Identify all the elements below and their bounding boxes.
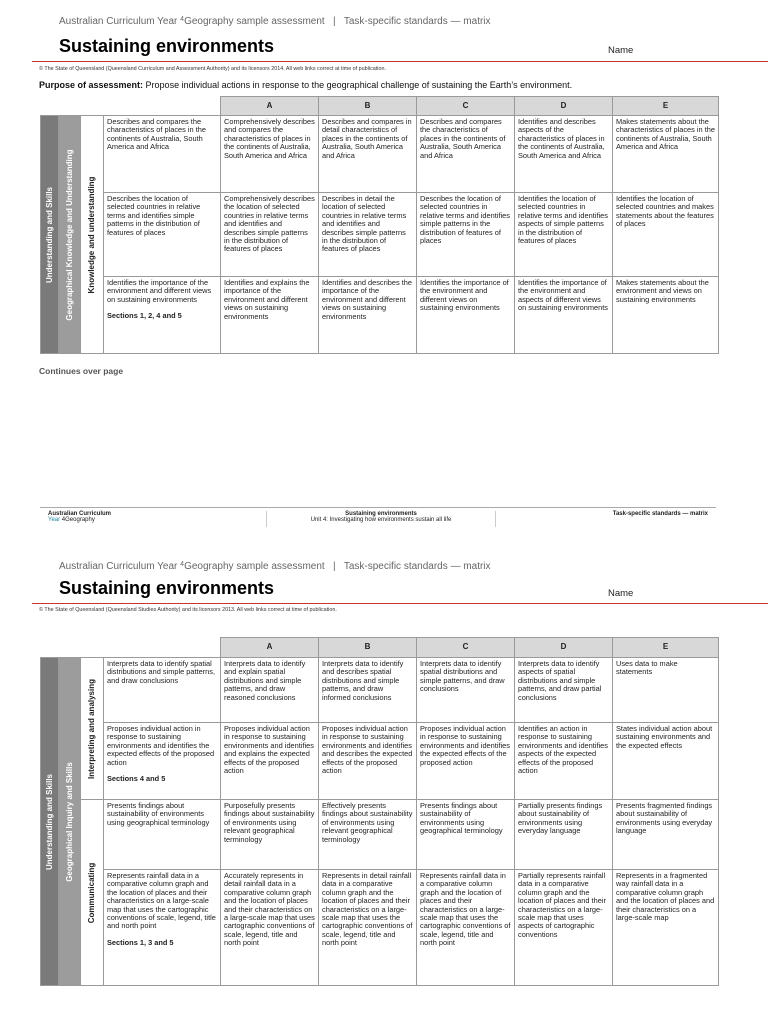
strand-label-cell <box>41 116 59 354</box>
page2-standards-matrix <box>40 637 719 986</box>
page2-header-mid: Geography sample assessment <box>184 561 325 572</box>
sub-strand-label-cell <box>59 658 81 986</box>
sub-strand-label: Geographical Inquiry and Skills <box>64 761 74 882</box>
standard-cell-c: Describes and compares the characteristics of places in the continents of Australia, South America and Africa <box>417 116 515 193</box>
column-header-e: E <box>613 97 719 116</box>
standard-cell-c: Presents findings about sustainability of environments using geographical terminology <box>417 800 515 870</box>
standard-cell-b: Represents in detail rainfall data in a comparative column graph and the location of places and their characteristics on a large-scale map that uses the cartographic conventions of scale, legend, title and north point <box>319 870 417 986</box>
page1-title-rule <box>32 61 768 62</box>
standard-cell-e: States individual action about sustaining environments and the expected effects <box>613 723 719 800</box>
page2-name-label: Name <box>608 588 634 599</box>
standard-cell-d: Identifies an action in response to sustaining environments and identifies aspects of the expected effects of the proposed action <box>515 723 613 800</box>
footer-middle <box>266 511 496 527</box>
table-row <box>41 723 719 800</box>
footer-unit-text: Investigating how environments sustain all life <box>329 517 452 523</box>
descriptor-cell: Describes the location of selected countries in relative terms and identifies simple patterns in the distribution of features of places <box>104 193 221 277</box>
purpose-text: Propose individual actions in response to the geographical challenge of sustaining the Earth’s environment. <box>143 80 573 90</box>
footer-year-label: Year <box>48 517 61 523</box>
standard-cell-c: Represents rainfall data in a comparative column graph and the location of places and their characteristics on a large-scale map that uses the cartographic conventions of scale, legend, title and north point <box>417 870 515 986</box>
standard-cell-a: Identifies and explains the importance of the environment and different views on sustaining environments <box>221 277 319 354</box>
standard-cell-b: Describes and compares in detail characteristics of places in the continents of Australia, South America and Africa <box>319 116 417 193</box>
column-header-d: D <box>515 97 613 116</box>
page1-header-separator: | <box>333 16 336 27</box>
standard-cell-d: Identifies the location of selected countries in relative terms and identifies aspects of simple patterns in the distribution of features of places <box>515 193 613 277</box>
standard-cell-b: Identifies and describes the importance of the environment and different views on sustaining environments <box>319 277 417 354</box>
descriptor-cell <box>104 277 221 354</box>
standard-cell-c: Interprets data to identify spatial distributions and simple patterns, and draw conclusions <box>417 658 515 723</box>
matrix-corner <box>41 97 221 116</box>
standard-cell-a: Comprehensively describes the location of selected countries in relative terms and identifies and describes simple patterns in the distribution of features of places <box>221 193 319 277</box>
footer-right <box>613 511 708 517</box>
column-header-a: A <box>221 638 319 658</box>
descriptor-text: Identifies the importance of the environment and different views on sustaining environments <box>107 278 212 304</box>
standard-cell-c: Describes the location of selected countries in relative terms and identifies simple patterns in the distribution of features of places <box>417 193 515 277</box>
standard-cell-d: Partially represents rainfall data in a comparative column graph and the location of places and their characteristics on a large-scale map that uses aspects of cartographic conventions <box>515 870 613 986</box>
page1-header-year: 4 <box>180 16 185 23</box>
standard-cell-d: Partially presents findings about sustainability of environments using everyday language <box>515 800 613 870</box>
descriptor-cell: Interprets data to identify spatial distributions and simple patterns, and draw conclusions <box>104 658 221 723</box>
dimension-label-communicating: Communicating <box>86 862 96 923</box>
column-header-e: E <box>613 638 719 658</box>
standard-cell-e: Makes statements about the characteristics of places in the continents of Australia, South America and Africa <box>613 116 719 193</box>
standard-cell-a: Comprehensively describes and compares the characteristics of places in the continents of Australia, South America and Africa <box>221 116 319 193</box>
standard-cell-a: Interprets data to identify and explain spatial distributions and simple patterns, and draw reasoned conclusions <box>221 658 319 723</box>
column-header-b: B <box>319 638 417 658</box>
page1-header-left: Australian Curriculum Year <box>59 16 181 27</box>
table-row <box>41 193 719 277</box>
footer-subject: Geography <box>65 517 95 523</box>
page1-copyright: © The State of Queensland (Queensland Curriculum and Assessment Authority) and its licensors 2014. All web links correct at time of publication. <box>39 66 386 72</box>
standard-cell-e: Makes statements about the environment and views on sustaining environments <box>613 277 719 354</box>
column-header-c: C <box>417 638 515 658</box>
page2-header-right: Task-specific standards — matrix <box>343 561 491 572</box>
standard-cell-a: Accurately represents in detail rainfall data in a comparative column graph and the location of places and their characteristics on a large-scale map that uses cartographic conventions of scale, legend, title and north point <box>221 870 319 986</box>
page2-title: Sustaining environments <box>59 578 275 598</box>
page1-title: Sustaining environments <box>59 36 275 56</box>
strand-label: Understanding and Skills <box>44 773 54 870</box>
page1-header-right: Task-specific standards — matrix <box>343 16 491 27</box>
page2-header-year: 4 <box>180 561 185 568</box>
purpose-label: Purpose of assessment: <box>39 80 144 90</box>
strand-label-cell <box>41 658 59 986</box>
continues-over-page: Continues over page <box>39 366 124 376</box>
table-row <box>41 277 719 354</box>
table-row <box>41 658 719 723</box>
standard-cell-a: Purposefully presents findings about sustainability of environments using relevant geographical terminology <box>221 800 319 870</box>
footer-unit: Unit 4: <box>310 517 328 523</box>
standard-cell-c: Identifies the importance of the environment and different views on sustaining environments <box>417 277 515 354</box>
standard-cell-b: Describes in detail the location of selected countries in relative terms and identifies and describes simple patterns in the distribution of features of places <box>319 193 417 277</box>
page2-copyright: © The State of Queensland (Queensland Studies Authority) and its licensors 2013. All web links correct at time of publication. <box>39 607 337 613</box>
sub-strand-label-cell <box>59 116 81 354</box>
dimension-label-interpreting: Interpreting and analysing <box>86 678 96 779</box>
table-row <box>41 800 719 870</box>
standard-cell-e: Represents in a fragmented way rainfall data in a comparative column graph and the location of places and their characteristics on a large-scale map <box>613 870 719 986</box>
page1-standards-matrix <box>40 96 719 354</box>
column-header-c: C <box>417 97 515 116</box>
standard-cell-b: Proposes individual action in response to sustaining environments and identifies and describes the expected effects of the proposed action <box>319 723 417 800</box>
matrix-corner <box>41 638 221 658</box>
standard-cell-a: Proposes individual action in response to sustaining environments and identifies and explains the expected effects of the proposed action <box>221 723 319 800</box>
sections-label: Sections 1, 2, 4 and 5 <box>107 311 182 321</box>
standard-cell-b: Interprets data to identify and describes spatial distributions and simple patterns, and draw informed conclusions <box>319 658 417 723</box>
descriptor-text: Represents rainfall data in a comparative column graph and the location of places and their characteristics on a large-scale map that uses the cartographic conventions of scale, legend, title and north point <box>107 871 216 931</box>
standard-cell-d: Identifies the importance of the environment and aspects of different views on sustaining environments <box>515 277 613 354</box>
page1-running-header <box>59 16 491 27</box>
table-row <box>41 116 719 193</box>
page1-name-label: Name <box>608 45 634 56</box>
footer-left <box>48 511 111 523</box>
purpose-of-assessment <box>39 80 759 90</box>
dimension-label-cell <box>81 800 104 986</box>
footer-title: Sustaining environments <box>345 511 417 517</box>
descriptor-cell: Presents findings about sustainability of environments using geographical terminology <box>104 800 221 870</box>
dimension-label-cell <box>81 658 104 800</box>
page2-running-header <box>59 561 491 572</box>
page1-header-mid: Geography sample assessment <box>184 16 325 27</box>
page2-header-left: Australian Curriculum Year <box>59 561 181 572</box>
standard-cell-b: Effectively presents findings about sustainability of environments using relevant geographical terminology <box>319 800 417 870</box>
standard-cell-d: Identifies and describes aspects of the characteristics of places in the continents of Australia, South America and Africa <box>515 116 613 193</box>
descriptor-cell <box>104 870 221 986</box>
page2-title-rule <box>32 603 768 604</box>
sections-label: Sections 4 and 5 <box>107 774 166 784</box>
column-header-b: B <box>319 97 417 116</box>
column-header-d: D <box>515 638 613 658</box>
sub-strand-label: Geographical Knowledge and Understanding <box>64 148 74 321</box>
footer-year-num: 4 <box>61 517 66 523</box>
footer-curriculum: Australian Curriculum <box>48 511 112 517</box>
descriptor-cell <box>104 723 221 800</box>
dimension-label-cell <box>81 116 104 354</box>
page1-footer <box>40 507 716 528</box>
column-header-a: A <box>221 97 319 116</box>
standard-cell-e: Presents fragmented findings about sustainability of environments using everyday language <box>613 800 719 870</box>
dimension-label: Knowledge and understanding <box>86 176 96 293</box>
sections-label: Sections 1, 3 and 5 <box>107 937 174 947</box>
footer-doc-type: Task-specific standards — matrix <box>612 511 708 517</box>
descriptor-text: Proposes individual action in response to sustaining environments and identifies the expected effects of the proposed action <box>107 724 215 767</box>
descriptor-cell: Describes and compares the characteristics of places in the continents of Australia, South America and Africa <box>104 116 221 193</box>
table-row <box>41 870 719 986</box>
strand-label: Understanding and Skills <box>44 186 54 283</box>
standard-cell-e: Uses data to make statements <box>613 658 719 723</box>
standard-cell-d: Interprets data to identify aspects of spatial distributions and simple patterns, and draw partial conclusions <box>515 658 613 723</box>
page2-header-separator: | <box>333 561 336 572</box>
standard-cell-e: Identifies the location of selected countries and makes statements about the features of places <box>613 193 719 277</box>
standard-cell-c: Proposes individual action in response to sustaining environments and identifies the expected effects of the proposed action <box>417 723 515 800</box>
